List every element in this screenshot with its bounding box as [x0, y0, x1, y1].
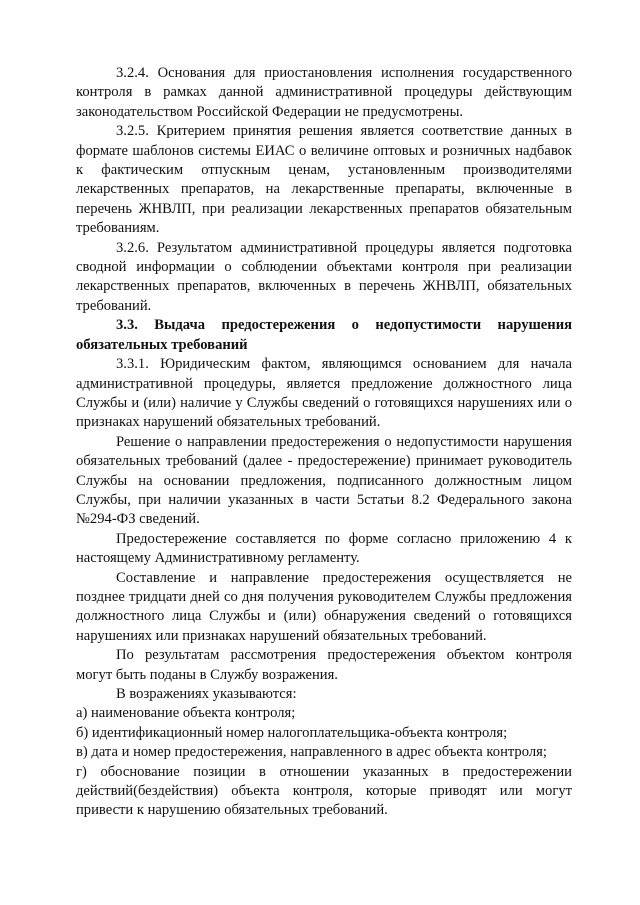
paragraph-3-2-6: 3.2.6. Результатом административной процедуры является подготовка сводной информации о соблюдении объектами контроля при реализации лекарственных препаратов, включенных в перечень ЖНВЛП, обязательных требований. [76, 239, 572, 314]
list-item-v: в) дата и номер предостережения, направленного в адрес объекта контроля; [76, 744, 547, 761]
paragraph-form: Предостережение составляется по форме согласно приложению 4 к настоящему Административному регламенту. [76, 530, 572, 567]
paragraph-3-3-1: 3.3.1. Юридическим фактом, являющимся основанием для начала административной процедуры, является предложение должностного лица Службы и (или) наличие у Службы сведений о готовящихся нарушениях или о признаках нарушений обязательных требований. [76, 356, 572, 431]
section-heading-3-3: 3.3. Выдача предостережения о недопустимости нарушения обязательных требований [76, 317, 572, 353]
list-item-a: а) наименование объекта контроля; [76, 705, 296, 722]
list-item-g: г) обоснование позиции в отношении указанных в предостережении действий(бездействия) объекта контроля, которые приводят или могут привести к нарушению обязательных требований. [76, 763, 572, 819]
document-page [76, 64, 572, 821]
paragraph-objections: По результатам рассмотрения предостережения объектом контроля могут быть поданы в Службу возражения. [76, 647, 572, 683]
paragraph-decision: Решение о направлении предостережения о недопустимости нарушения обязательных требований (далее - предостережение) принимает руководитель Службы на основании предложения, подписанного должностным лицом Службы, при наличии указанных в части 5статьи 8.2 Федерального закона №294-ФЗ сведений. [76, 433, 572, 528]
paragraph-3-2-5: 3.2.5. Критерием принятия решения является соответствие данных в формате шаблонов системы ЕИАС о величине оптовых и розничных надбавок к фактическим отпускным ценам, установленным производителями лекарственных препаратов, на лекарственные препараты, включенные в перечень ЖНВЛП, при реализации лекарственных препаратов обязательным требованиям. [76, 123, 572, 237]
paragraph-3-2-4: 3.2.4. Основания для приостановления исполнения государственного контроля в рамках данной административной процедуры действующим законодательством Российской Федерации не предусмотрены. [76, 65, 572, 120]
list-item-b: б) идентификационный номер налогоплательщика-объекта контроля; [76, 724, 508, 741]
paragraph-objections-intro: В возражениях указываются: [116, 686, 297, 702]
paragraph-deadline: Составление и направление предостережения осуществляется не позднее тридцати дней со дня получения руководителем Службы предложения должностного лица Службы и (или) обнаружения сведений о готовящихся нарушениях или признаках нарушений обязательных требований. [76, 569, 572, 644]
